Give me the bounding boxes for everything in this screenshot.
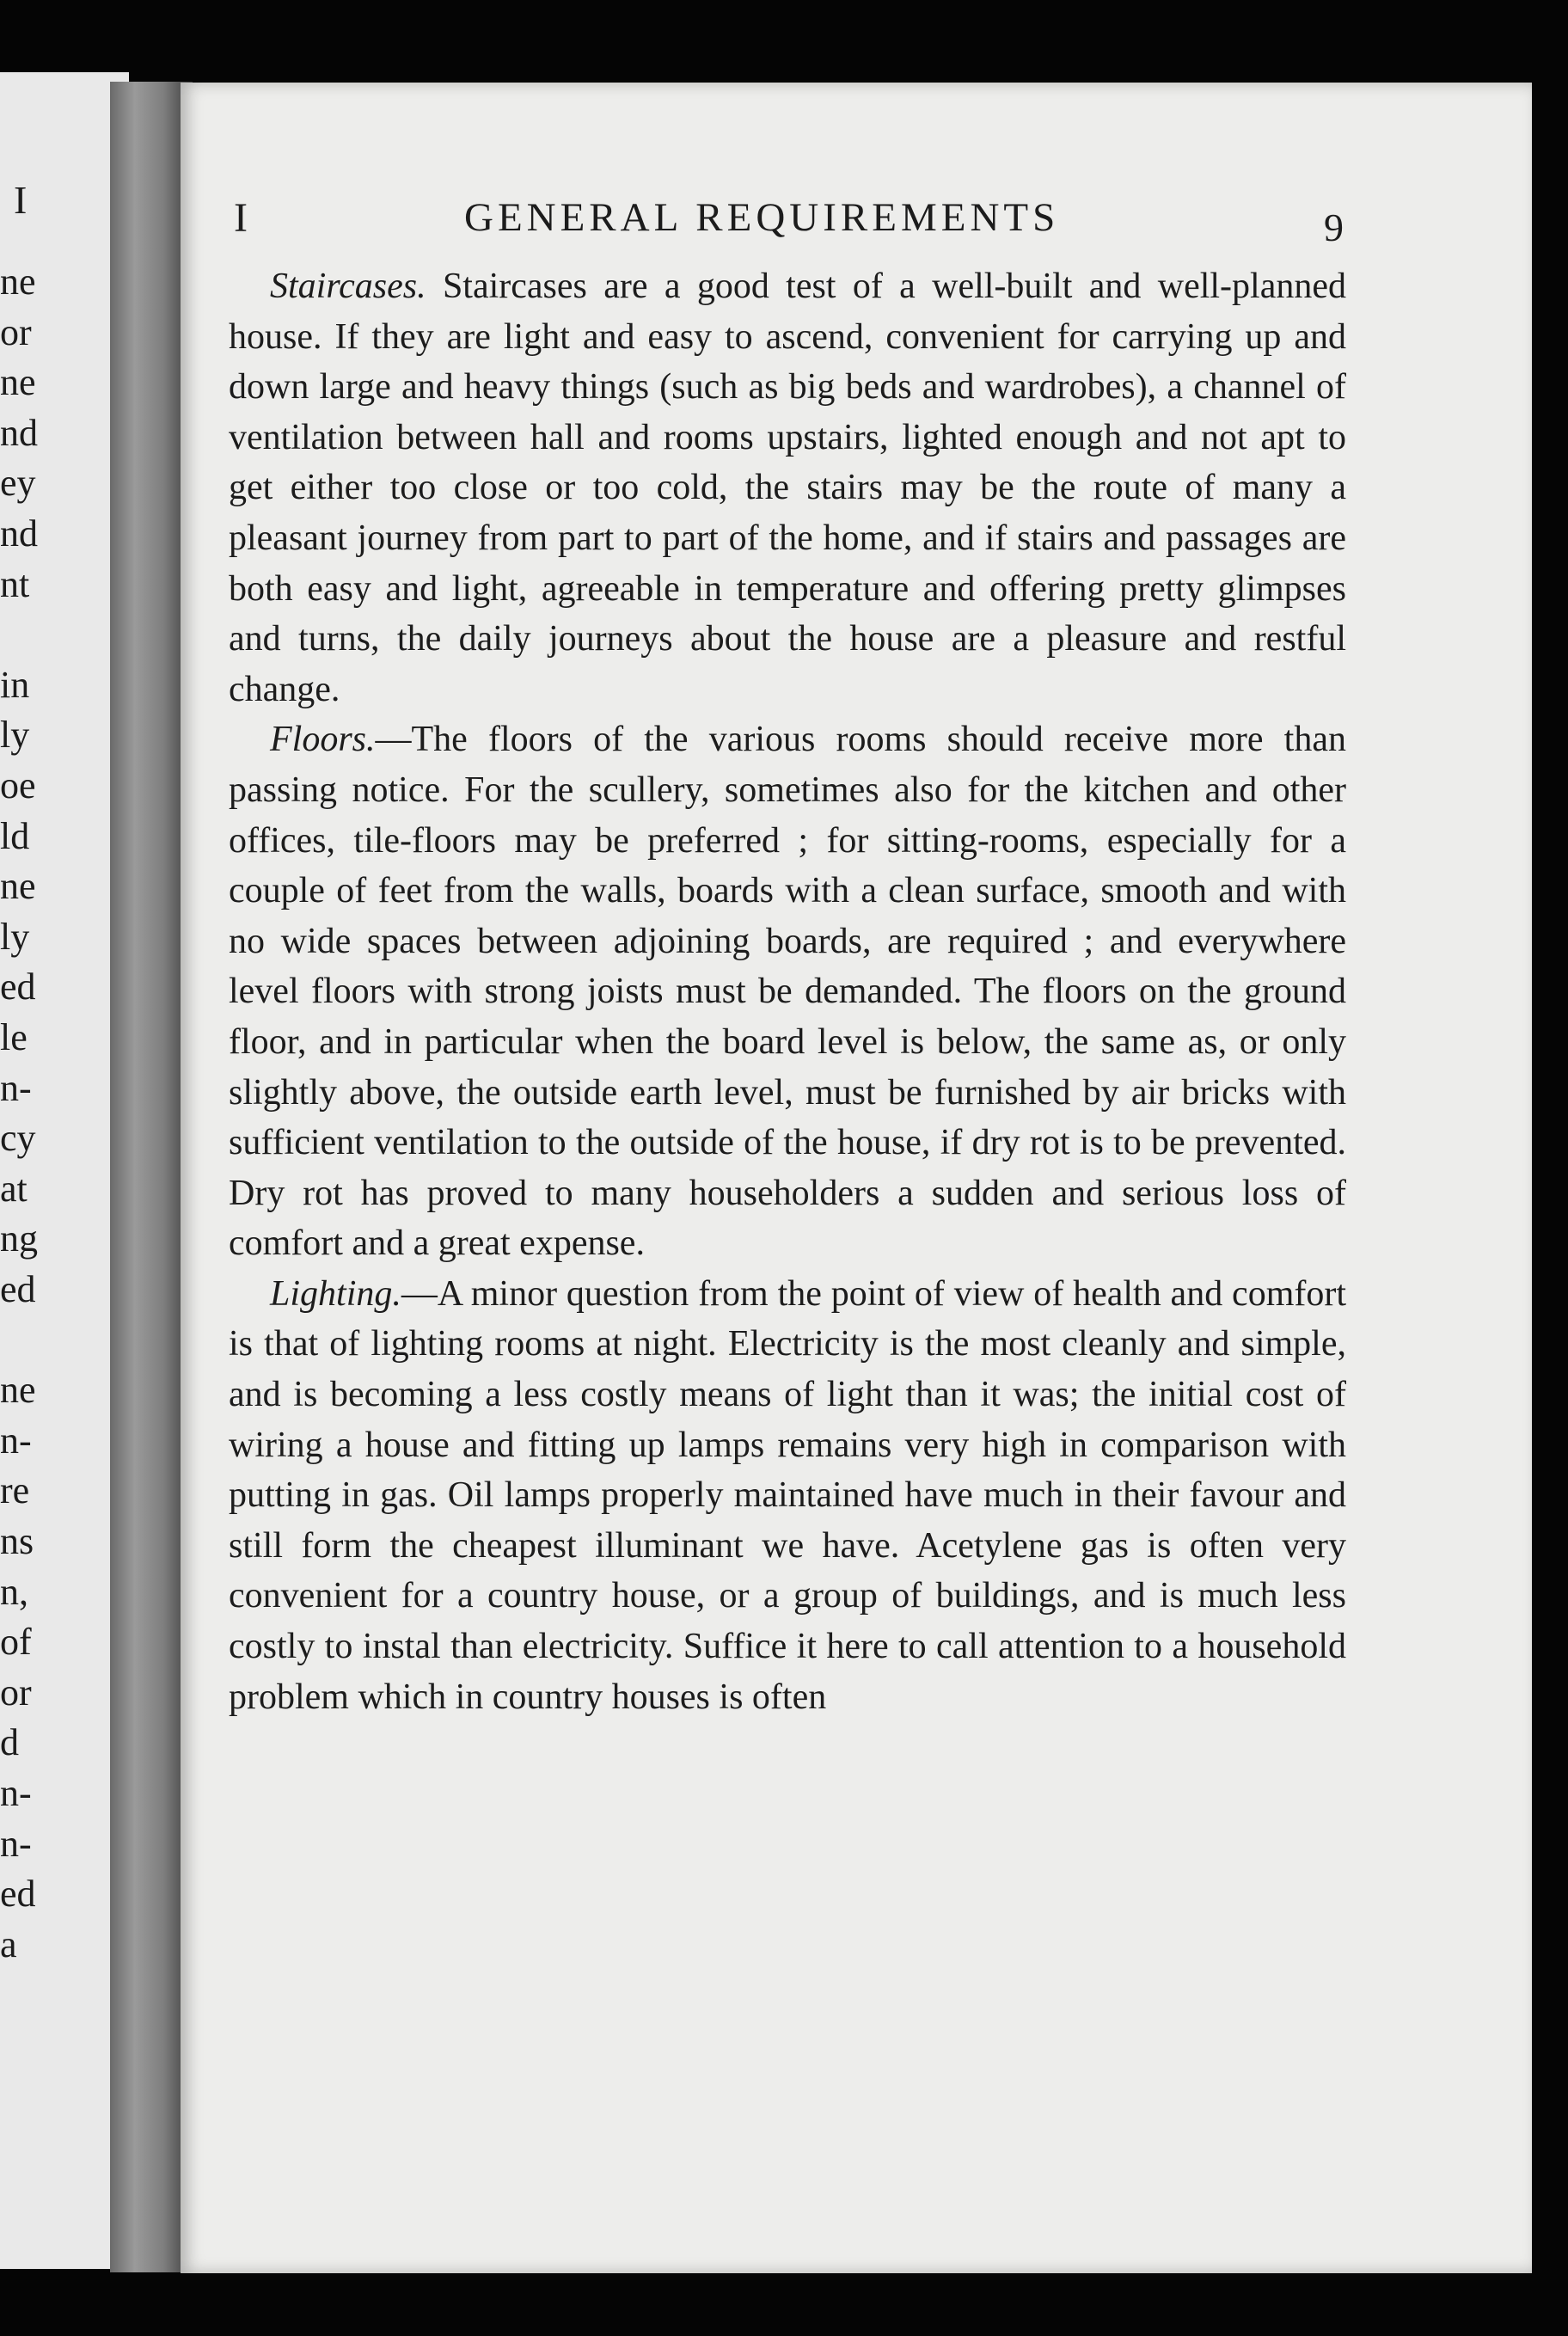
previous-page-fragment: n- <box>0 1066 32 1109</box>
previous-page-fragment: ly <box>0 714 30 757</box>
paragraph-text: —The floors of the various rooms should receive more than passing notice. For the scullery, sometimes also for the kitchen and other offices, tile-floors may be preferred ; for sitting-rooms, especially for a couple of feet from the walls, boards with a clean surface, smooth and with no wide spaces between adjoining boards, are required ; and everywhere level floors with strong joists must be demanded. The floors on the ground floor, and in particular when the board level is below, the same as, or only slightly above, the outside earth level, must be furnished by air bricks with sufficient ventilation to the outside of the house, if dry rot is to be prevented. Dry rot has proved to many householders a sudden and serious loss of comfort and a great expense. <box>229 720 1346 1264</box>
previous-page-header: I <box>14 178 28 222</box>
page-number: 9 <box>1324 205 1344 249</box>
previous-page-fragment: ne <box>0 261 36 303</box>
previous-page-fragment: ld <box>0 814 30 857</box>
previous-page-fragment: ed <box>0 1268 36 1310</box>
previous-page-fragment: ly <box>0 915 30 958</box>
previous-page-fragment: ed <box>0 966 36 1009</box>
previous-page-fragment: n- <box>0 1772 32 1814</box>
previous-page-fragment: ey <box>0 462 36 505</box>
previous-page-fragment: ne <box>0 361 36 404</box>
previous-page-fragment: d <box>0 1721 19 1764</box>
previous-page-fragment: ne <box>0 865 36 908</box>
previous-page-fragment: in <box>0 663 30 706</box>
paragraph-heading: Staircases. <box>270 267 426 306</box>
previous-page-fragment: at <box>0 1167 28 1210</box>
previous-page-fragment: ns <box>0 1520 34 1562</box>
previous-page-fragment: a <box>0 1922 17 1965</box>
paragraph-floors <box>229 714 1346 1269</box>
previous-page-fragment: ne <box>0 1369 36 1412</box>
book-page <box>181 83 1532 2273</box>
previous-page-fragment: or <box>0 310 32 353</box>
previous-page-fragment: nt <box>0 562 30 605</box>
paragraph-heading: Floors. <box>270 720 376 760</box>
page-body <box>229 261 1346 1722</box>
paragraph-lighting <box>229 1269 1346 1722</box>
previous-page-fragment: n- <box>0 1419 32 1462</box>
paragraph-heading: Lighting. <box>270 1273 401 1314</box>
previous-page-fragment: oe <box>0 764 36 806</box>
running-title: GENERAL REQUIREMENTS <box>464 195 1060 240</box>
section-number: I <box>234 195 248 241</box>
previous-page-fragment: ed <box>0 1873 36 1916</box>
previous-page-fragment: cy <box>0 1117 36 1160</box>
previous-page-fragment: or <box>0 1671 32 1714</box>
previous-page-fragment: n, <box>0 1570 28 1613</box>
previous-page-fragment: re <box>0 1469 30 1512</box>
previous-page-fragment: ng <box>0 1217 38 1260</box>
paragraph-staircases <box>229 261 1346 714</box>
previous-page-fragment: nd <box>0 512 38 555</box>
running-head <box>181 186 1532 254</box>
previous-page-fragment: of <box>0 1621 32 1664</box>
previous-page-fragment: le <box>0 1016 28 1058</box>
previous-page-fragment: nd <box>0 411 38 454</box>
previous-page-fragment: n- <box>0 1822 32 1865</box>
paragraph-text: Staircases are a good test of a well-built and well-planned house. If they are light and easy to ascend, convenient for carrying up and down large and heavy things (such as big beds and wardrobes), a channel of ventilation between hall and rooms upstairs, lighted enough and not apt to get either too close or too cold, the stairs may be the route of many a pleasant journey from part to part of the home, and if stairs and passages are both easy and light, agreeable in temperature and offering pretty glimpses and turns, the daily journeys about the house are a pleasure and restful change. <box>229 267 1346 709</box>
paragraph-text: —A minor question from the point of view of health and comfort is that of lighting rooms at night. Electricity is the most cleanly and simple, and is becoming a less costly means of light than it was; the initial cost of wiring a house and fitting up lamps remains very high in comparison with putting in gas. Oil lamps properly maintained have much in their favour and still form the cheapest illuminant we have. Acetylene gas is often very convenient for a country house, or a group of buildings, and is much less costly to instal than electricity. Suffice it here to call attention to a household problem which in country houses is often <box>229 1273 1346 1717</box>
